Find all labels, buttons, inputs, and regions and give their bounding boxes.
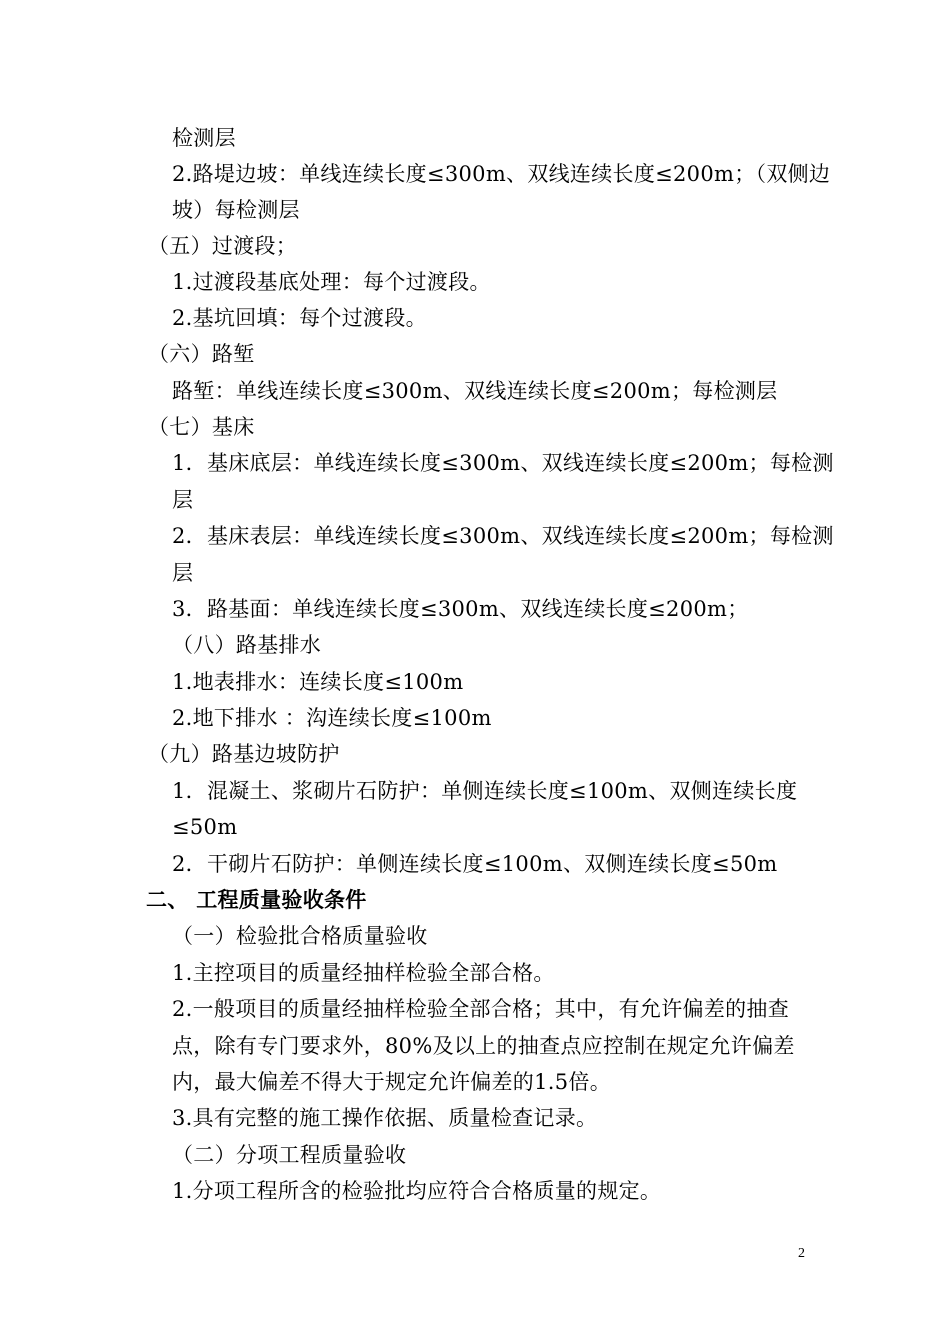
text-line: 层 xyxy=(172,561,194,585)
section-heading: （六）路堑 xyxy=(148,342,255,366)
text-line: 1.地表排水：连续长度≤100m xyxy=(172,670,464,694)
text-line: 1.分项工程所含的检验批均应符合合格质量的规定。 xyxy=(172,1179,662,1203)
section-heading: （一）检验批合格质量验收 xyxy=(172,924,428,948)
text-line: 1．混凝土、浆砌片石防护：单侧连续长度≤100m、双侧连续长度 xyxy=(172,779,798,803)
text-line: 路堑：单线连续长度≤300m、双线连续长度≤200m；每检测层 xyxy=(172,379,778,403)
text-line: 1.主控项目的质量经抽样检验全部合格。 xyxy=(172,961,555,985)
text-line: 2.路堤边坡：单线连续长度≤300m、双线连续长度≤200m；（双侧边 xyxy=(172,162,831,186)
text-line: 检测层 xyxy=(172,126,236,150)
section-heading: （九）路基边坡防护 xyxy=(148,742,340,766)
text-line: 层 xyxy=(172,488,194,512)
text-line: 2.一般项目的质量经抽样检验全部合格；其中，有允许偏差的抽查 xyxy=(172,997,790,1021)
text-line: 内，最大偏差不得大于规定允许偏差的1.5倍。 xyxy=(172,1070,611,1094)
section-heading: （二）分项工程质量验收 xyxy=(172,1143,407,1167)
text-line: 1．基床底层：单线连续长度≤300m、双线连续长度≤200m；每检测 xyxy=(172,451,834,475)
text-line: 坡）每检测层 xyxy=(172,198,300,222)
text-line: 3．路基面：单线连续长度≤300m、双线连续长度≤200m； xyxy=(172,597,749,621)
section-heading: （七）基床 xyxy=(148,415,255,439)
page-number: 2 xyxy=(798,1246,805,1261)
text-line: 2.基坑回填：每个过渡段。 xyxy=(172,306,427,330)
text-line: 2．基床表层：单线连续长度≤300m、双线连续长度≤200m；每检测 xyxy=(172,524,834,548)
text-line: 2.地下排水 ：沟连续长度≤100m xyxy=(172,706,492,730)
section-heading: （五）过渡段； xyxy=(148,234,298,258)
text-line: 2．干砌片石防护：单侧连续长度≤100m、双侧连续长度≤50m xyxy=(172,852,778,876)
text-line: ≤50m xyxy=(172,815,238,839)
section-heading: （八）路基排水 xyxy=(172,633,322,657)
chapter-heading: 二、 工程质量验收条件 xyxy=(146,888,367,912)
text-line: 点，除有专门要求外，80%及以上的抽查点应控制在规定允许偏差 xyxy=(172,1034,795,1058)
text-line: 3.具有完整的施工操作依据、质量检查记录。 xyxy=(172,1106,598,1130)
text-line: 1.过渡段基底处理：每个过渡段。 xyxy=(172,270,491,294)
